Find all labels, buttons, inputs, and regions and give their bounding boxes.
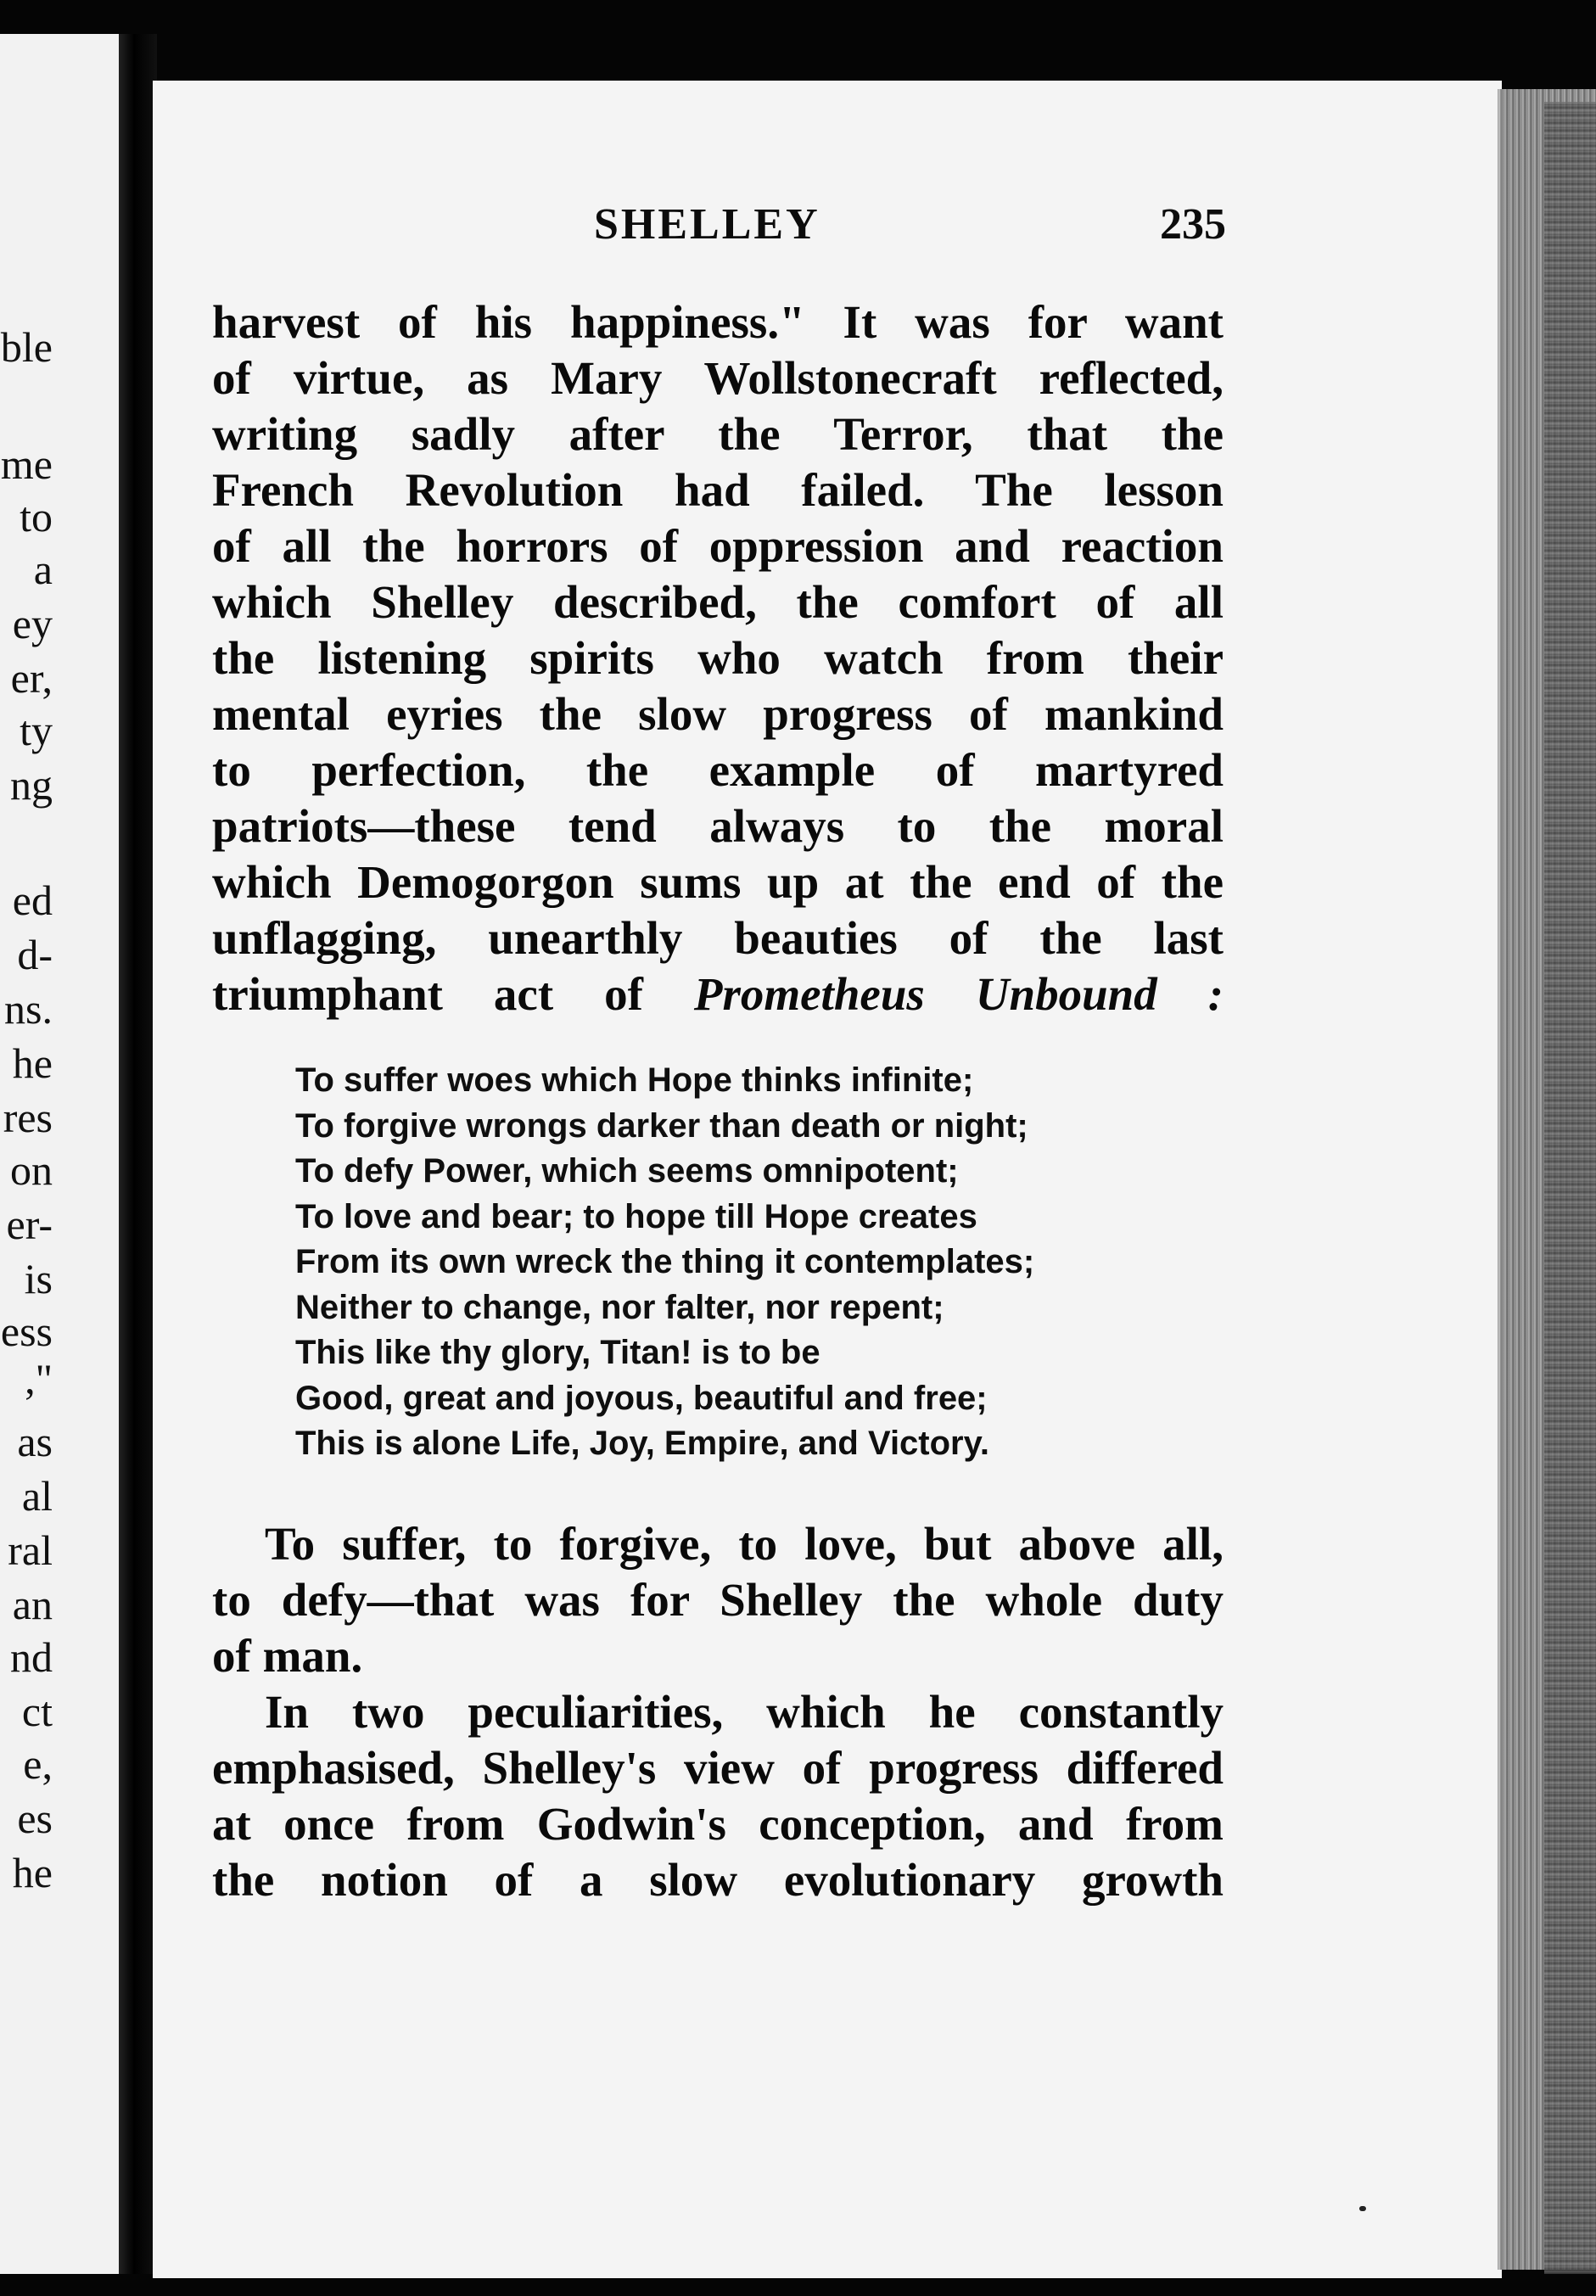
left-fragment: to [20,493,53,540]
paragraph-3 [212,1684,1224,1908]
verse-line: Neither to change, nor falter, nor repent; [295,1288,944,1326]
verse-line: From its own wreck the thing it contemplates; [295,1243,1035,1280]
text-line: To suffer, to forgive, to love, but above all, [265,1518,1224,1570]
text-line: which Shelley described, the comfort of all [212,576,1224,628]
text-line: of virtue, as Mary Wollstonecraft reflected, [212,352,1224,404]
left-fragment: ct [21,1688,53,1735]
left-fragment: al [21,1472,53,1520]
page-fore-edge-shadow [1544,102,1596,2274]
book-gutter [119,34,157,2274]
left-fragment: ed [12,876,53,924]
running-title: SHELLEY [594,200,820,249]
text-line: of man. [212,1630,363,1682]
left-fragment: ty [20,707,53,754]
text-line: the listening spirits who watch from their [212,632,1224,684]
verse-line: This is alone Life, Joy, Empire, and Victory. [295,1425,990,1462]
left-fragment: er- [6,1201,53,1248]
left-fragment: he [12,1849,53,1896]
left-fragment: ng [10,761,53,809]
paragraph-2 [212,1516,1224,1684]
left-fragment: me [0,440,53,488]
page-number: 235 [1160,200,1226,249]
left-fragment: e, [23,1740,53,1788]
left-fragment: a [33,546,53,593]
text-line: In two peculiarities, which he constantly [265,1686,1224,1738]
text-line: harvest of his happiness." It was for want [212,296,1224,348]
paragraph-1 [212,294,1224,1022]
verse-line: Good, great and joyous, beautiful and free; [295,1379,988,1417]
left-fragment: an [12,1581,53,1628]
verse-line: To love and bear; to hope till Hope creates [295,1197,977,1235]
verse-line: To suffer woes which Hope thinks infinite; [295,1061,974,1099]
left-fragment: ble [0,323,53,371]
text-line: unflagging, unearthly beauties of the last [212,912,1224,964]
text-line: of all the horrors of oppression and reaction [212,520,1224,572]
text-line: at once from Godwin's conception, and from [212,1798,1224,1850]
text-line: to defy—that was for Shelley the whole duty [212,1574,1224,1626]
verse-line: To forgive wrongs darker than death or night; [295,1106,1028,1145]
left-facing-page [0,34,119,2274]
text-line-with-title [212,966,1224,1022]
left-fragment: d- [17,931,53,978]
text-line: mental eyries the slow progress of mankind [212,688,1224,740]
left-fragment: res [3,1094,53,1141]
left-fragment: er, [10,654,53,702]
text-line: writing sadly after the Terror, that the [212,408,1224,460]
left-fragment: on [10,1146,53,1194]
left-fragment: ess [0,1308,53,1355]
left-fragment: es [17,1795,53,1842]
left-fragment: nd [10,1633,53,1681]
text-line: patriots—these tend always to the moral [212,800,1224,852]
text-line: French Revolution had failed. The lesson [212,464,1224,516]
text-line: emphasised, Shelley's view of progress differed [212,1742,1224,1794]
left-fragment: as [17,1418,53,1465]
left-fragment: ral [8,1526,53,1574]
ink-speck [1359,2206,1366,2211]
left-fragment: is [24,1255,53,1302]
left-fragment: ey [12,600,53,647]
left-fragment: ," [25,1355,53,1403]
verse-line: To defy Power, which seems omnipotent; [295,1152,959,1190]
left-fragment: he [12,1039,53,1087]
text-line: to perfection, the example of martyred [212,744,1224,796]
verse-quotation [295,1058,1152,1467]
text-line: which Demogorgon sums up at the end of the [212,856,1224,908]
verse-line: This like thy glory, Titan! is to be [295,1334,820,1371]
text-line: the notion of a slow evolutionary growth [212,1854,1224,1906]
text-line-prefix: triumphant act of [212,968,643,1020]
left-fragment: ns. [4,985,53,1033]
work-title: Prometheus Unbound : [693,968,1224,1020]
